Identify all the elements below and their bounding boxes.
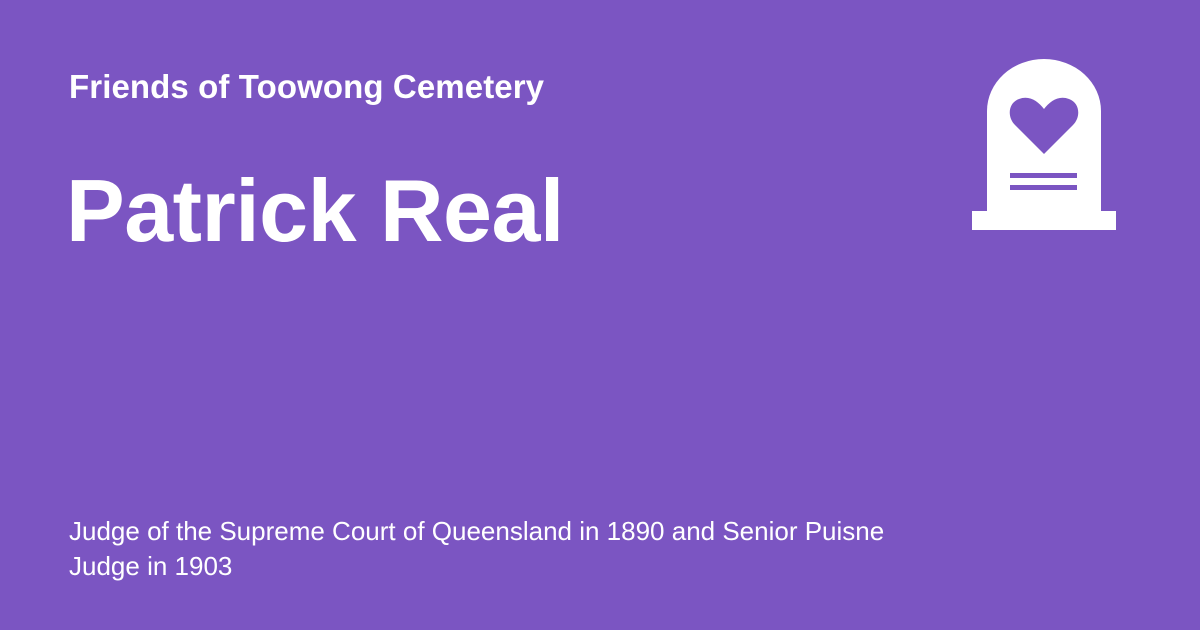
headstone-svg <box>971 59 1117 231</box>
engraving-line-bottom <box>1010 185 1077 190</box>
engraving-line-top <box>1010 173 1077 178</box>
organization-name: Friends of Toowong Cemetery <box>69 68 545 105</box>
headstone-base <box>972 211 1116 230</box>
headstone-heart-icon <box>971 59 1117 231</box>
description: Judge of the Supreme Court of Queensland in 1890 and Senior Puisne Judge in 1903 <box>69 516 885 581</box>
page-title: Patrick Real <box>66 161 564 260</box>
